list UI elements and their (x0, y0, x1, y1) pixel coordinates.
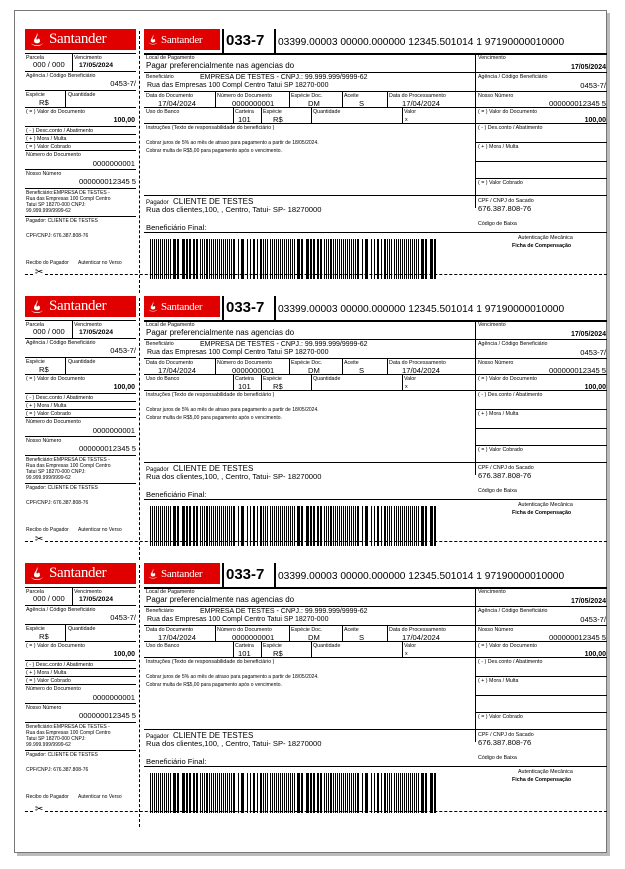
valor-cobrado-label: ( = ) Valor Cobrado (478, 714, 523, 720)
vencimento-label: Vencimento (74, 322, 102, 328)
instrucao-2: Cobrar multa de R$5,00 para pagamento após o vencimento. (146, 148, 282, 154)
scissors-icon: ✂ (35, 534, 44, 545)
stub-beneficiario-3: Tatui SP 18270-000 CNPJ: (26, 736, 86, 742)
quantidade-label: Quantidade (313, 643, 341, 649)
nosso-numero-label: Nosso Número (478, 627, 514, 633)
especie-label: Espécie (263, 109, 282, 115)
local-pagamento-value: Pagar preferencialmente nas agencias do (146, 595, 295, 604)
ficha-compensacao (144, 563, 607, 827)
vencimento-value: 17/05/2024 (79, 596, 114, 603)
parcela-label: Parcela (26, 55, 44, 61)
stub-beneficiario-1: Beneficiário:EMPRESA DE TESTES - (26, 190, 110, 196)
beneficiario-nome: EMPRESA DE TESTES - CNPJ.: 99.999.999/9999-62 (200, 608, 368, 615)
data-processamento-label: Data do Processamento (389, 627, 446, 633)
autenticar-label: Autenticar no Verso (78, 794, 122, 800)
carteira-label: Carteira (235, 643, 254, 649)
numero-documento-label: Número do Documento (26, 419, 81, 425)
numero-documento-label: Número do Documento (217, 360, 272, 366)
valor-documento-value: 100,00 (113, 384, 135, 391)
data-processamento-value: 17/04/2024 (402, 366, 441, 375)
flame-icon (147, 301, 159, 313)
beneficiario-label: Beneficiário (146, 341, 174, 347)
instrucao-2: Cobrar multa de R$5,00 para pagamento após o vencimento. (146, 682, 282, 688)
pagador-nome: CLIENTE DE TESTES (173, 197, 254, 206)
stub-beneficiario-4: 99.999.999/9999-62 (26, 208, 71, 214)
desconto-label: ( - ) Desc.conto / Abatimento (26, 395, 94, 401)
agencia-value: 0453-7/ (110, 613, 136, 622)
local-pagamento-value: Pagar preferencialmente nas agencias do (146, 61, 295, 70)
barcode (150, 239, 442, 279)
santander-logo (25, 296, 136, 317)
agencia-value: 0453-7/ (580, 615, 606, 624)
agencia-value: 0453-7/ (110, 79, 136, 88)
agencia-label: Agência / Código Beneficiário (478, 608, 548, 614)
digitable-line[interactable]: 03399.00003 00000.000000 12345.501014 1 97190000010000 (278, 37, 565, 48)
valor-cobrado-label: ( = ) Valor Cobrado (478, 180, 523, 186)
receipt-stub (25, 29, 136, 293)
vencimento-label: Vencimento (74, 55, 102, 61)
local-pagamento-value: Pagar preferencialmente nas agencias do (146, 328, 295, 337)
valor-documento-label: ( = ) Valor do Documento (478, 643, 537, 649)
codigo-baixa-label: Código de Baixa (478, 488, 517, 494)
valor-label: Valor (404, 643, 416, 649)
cpf-sacado-value: 676.387.808-76 (478, 471, 532, 480)
digitable-line[interactable]: 03399.00003 00000.000000 12345.501014 1 97190000010000 (278, 571, 565, 582)
stub-cpf: CPF/CNPJ: 676.387.808-76 (26, 767, 89, 773)
stub-cpf: CPF/CNPJ: 676.387.808-76 (26, 500, 89, 506)
aceite-label: Aceite (344, 627, 359, 633)
autenticacao-label: Autenticação Mecânica (518, 502, 573, 508)
numero-documento-value: 0000000001 (232, 99, 275, 108)
autenticar-label: Autenticar no Verso (78, 260, 122, 266)
especie-label: Espécie (26, 92, 45, 98)
barcode-bar (434, 506, 436, 546)
nosso-numero-value: 000000012345 5 (548, 633, 606, 642)
uso-banco-label: Uso do Banco (146, 643, 180, 649)
boleto-sheet (14, 10, 607, 853)
aceite-label: Aceite (344, 360, 359, 366)
stub-beneficiario-1: Beneficiário:EMPRESA DE TESTES - (26, 457, 110, 463)
agencia-label: Agência / Código Beneficiário (478, 341, 548, 347)
cut-line (25, 274, 607, 275)
barcode (150, 506, 442, 546)
recibo-label: Recibo do Pagador (26, 260, 69, 266)
especie-value: R$ (273, 115, 283, 124)
receipt-stub (25, 563, 136, 827)
beneficiario-endereco: Rua das Empresas 100 Compl Centro Tatui SP 18270-000 (147, 616, 329, 623)
bank-name: Santander (49, 31, 107, 47)
autenticar-label: Autenticar no Verso (78, 527, 122, 533)
desconto-label: ( - ) Des.conto / Abatimento (478, 392, 543, 398)
parcela-label: Parcela (26, 589, 44, 595)
stub-beneficiario-4: 99.999.999/9999-62 (26, 742, 71, 748)
especie-value: R$ (39, 365, 49, 374)
data-processamento-label: Data do Processamento (389, 93, 446, 99)
numero-documento-value: 0000000001 (92, 693, 135, 702)
nosso-numero-label: Nosso Número (478, 93, 514, 99)
stub-beneficiario-2: Rua das Empresas 100 Compl Centro (26, 463, 111, 469)
desconto-label: ( - ) Des.conto / Abatimento (478, 125, 543, 131)
stub-pagador: Pagador: CLIENTE DE TESTES (26, 218, 98, 224)
agencia-value: 0453-7/ (580, 348, 606, 357)
data-processamento-value: 17/04/2024 (402, 99, 441, 108)
flame-icon (147, 568, 159, 580)
beneficiario-nome: EMPRESA DE TESTES - CNPJ.: 99.999.999/9999-62 (200, 74, 368, 81)
numero-documento-value: 0000000001 (92, 159, 135, 168)
data-documento-label: Data do Documento (146, 627, 194, 633)
local-pagamento-label: Local de Pagamento (146, 589, 195, 595)
pagador-endereco: Rua dos clientes,100, , Centro, Tatui- SP- 18270000 (146, 739, 322, 748)
especie-value: R$ (273, 382, 283, 391)
x-mark: x (405, 384, 408, 390)
instrucao-1: Cobrar juros de 5% ao mês de atraso para pagamento a partir de 18/05/2024. (146, 674, 319, 680)
stub-divider (139, 31, 140, 293)
especie-doc-label: Espécie Doc. (291, 627, 323, 633)
numero-documento-value: 0000000001 (92, 426, 135, 435)
stub-beneficiario-3: Tatui SP 18270-000 CNPJ: (26, 469, 86, 475)
instrucao-1: Cobrar juros de 5% ao mês de atraso para pagamento a partir de 18/05/2024. (146, 140, 319, 146)
quantidade-label: Quantidade (68, 359, 96, 365)
beneficiario-final-label: Beneficiário Final: (146, 223, 207, 232)
desconto-label: ( - ) Desc.conto / Abatimento (26, 662, 94, 668)
data-documento-label: Data do Documento (146, 360, 194, 366)
codigo-baixa-label: Código de Baixa (478, 755, 517, 761)
ficha-compensacao-label: Ficha de Compensação (512, 510, 572, 516)
carteira-label: Carteira (235, 376, 254, 382)
quantidade-label: Quantidade (68, 626, 96, 632)
bank-name: Santander (49, 565, 107, 581)
codigo-baixa-label: Código de Baixa (478, 221, 517, 227)
beneficiario-label: Beneficiário (146, 74, 174, 80)
flame-icon (29, 566, 45, 582)
especie-label: Espécie (263, 376, 282, 382)
santander-logo (144, 563, 220, 584)
vencimento-label: Vencimento (74, 589, 102, 595)
cpf-sacado-value: 676.387.808-76 (478, 204, 532, 213)
especie-value: R$ (39, 632, 49, 641)
stub-pagador: Pagador: CLIENTE DE TESTES (26, 485, 98, 491)
beneficiario-final-label: Beneficiário Final: (146, 757, 207, 766)
data-processamento-label: Data do Processamento (389, 360, 446, 366)
instrucoes-label: Instruções (Texto de responsabilidade do beneficiário ) (146, 125, 275, 131)
autenticacao-label: Autenticação Mecânica (518, 769, 573, 775)
vencimento-value: 17/05/2024 (570, 331, 606, 338)
x-mark: x (405, 651, 408, 657)
aceite-value: S (359, 366, 365, 375)
cpf-sacado-label: CPF / CNPJ do Sacado (478, 465, 534, 471)
nosso-numero-value: 000000012345 5 (548, 366, 606, 375)
vencimento-value: 17/05/2024 (570, 598, 606, 605)
data-documento-value: 17/04/2024 (158, 633, 197, 642)
beneficiario-endereco: Rua das Empresas 100 Compl Centro Tatui SP 18270-000 (147, 82, 329, 89)
stub-divider (139, 565, 140, 827)
pagador-endereco: Rua dos clientes,100, , Centro, Tatui- SP- 18270000 (146, 472, 322, 481)
valor-documento-label: ( = ) Valor do Documento (26, 376, 85, 382)
vencimento-value: 17/05/2024 (570, 64, 606, 71)
beneficiario-endereco: Rua das Empresas 100 Compl Centro Tatui SP 18270-000 (147, 349, 329, 356)
especie-doc-value: DM (308, 366, 320, 375)
valor-documento-label: ( = ) Valor do Documento (478, 376, 537, 382)
boleto-slip (25, 296, 607, 564)
pagador-label: Pagador (146, 200, 169, 206)
agencia-value: 0453-7/ (580, 81, 606, 90)
cut-line (25, 811, 607, 812)
scissors-icon: ✂ (35, 267, 44, 278)
valor-cobrado-label: ( = ) Valor Cobrado (26, 144, 71, 150)
especie-value: R$ (273, 649, 283, 658)
receipt-stub (25, 296, 136, 560)
vencimento-label: Vencimento (478, 322, 506, 328)
numero-documento-label: Número do Documento (217, 627, 272, 633)
especie-label: Espécie (26, 626, 45, 632)
mora-label: ( + ) Mora / Multa (26, 670, 67, 676)
especie-value: R$ (39, 98, 49, 107)
numero-documento-value: 0000000001 (232, 366, 275, 375)
agencia-value: 0453-7/ (110, 346, 136, 355)
valor-documento-value: 100,00 (584, 117, 606, 124)
valor-documento-label: ( = ) Valor do Documento (26, 643, 85, 649)
vencimento-value: 17/05/2024 (79, 329, 114, 336)
desconto-label: ( - ) Des.conto / Abatimento (478, 659, 543, 665)
x-mark: x (405, 117, 408, 123)
especie-doc-value: DM (308, 633, 320, 642)
nosso-numero-label: Nosso Número (478, 360, 514, 366)
carteira-label: Carteira (235, 109, 254, 115)
uso-banco-label: Uso do Banco (146, 376, 180, 382)
numero-documento-label: Número do Documento (26, 686, 81, 692)
beneficiario-final-label: Beneficiário Final: (146, 490, 207, 499)
santander-logo (25, 563, 136, 584)
valor-documento-label: ( = ) Valor do Documento (26, 109, 85, 115)
especie-label: Espécie (263, 643, 282, 649)
ficha-compensacao-label: Ficha de Compensação (512, 777, 572, 783)
flame-icon (29, 299, 45, 315)
instrucao-2: Cobrar multa de R$5,00 para pagamento após o vencimento. (146, 415, 282, 421)
instrucoes-label: Instruções (Texto de responsabilidade do beneficiário ) (146, 659, 275, 665)
mora-label: ( + ) Mora / Multa (478, 411, 519, 417)
valor-label: Valor (404, 109, 416, 115)
bank-name: Santander (161, 33, 203, 46)
nosso-numero-value: 000000012345 5 (78, 711, 136, 720)
numero-documento-label: Número do Documento (217, 93, 272, 99)
parcela-value: 000 / 000 (33, 60, 65, 69)
boleto-slip (25, 29, 607, 297)
nosso-numero-label: Nosso Número (26, 171, 62, 177)
quantidade-label: Quantidade (313, 376, 341, 382)
stub-beneficiario-3: Tatui SP 18270-000 CNPJ: (26, 202, 86, 208)
aceite-value: S (359, 633, 365, 642)
barcode-bar (434, 773, 436, 813)
vencimento-label: Vencimento (478, 589, 506, 595)
recibo-label: Recibo do Pagador (26, 794, 69, 800)
valor-documento-value: 100,00 (584, 651, 606, 658)
cut-line (25, 541, 607, 542)
scissors-icon: ✂ (35, 804, 44, 815)
data-documento-value: 17/04/2024 (158, 99, 197, 108)
especie-doc-value: DM (308, 99, 320, 108)
ficha-compensacao-label: Ficha de Compensação (512, 243, 572, 249)
pagador-label: Pagador (146, 467, 169, 473)
valor-documento-value: 100,00 (113, 651, 135, 658)
cpf-sacado-value: 676.387.808-76 (478, 738, 532, 747)
especie-doc-label: Espécie Doc. (291, 360, 323, 366)
flame-icon (29, 32, 45, 48)
carteira-value: 101 (238, 649, 251, 658)
cpf-sacado-label: CPF / CNPJ do Sacado (478, 732, 534, 738)
recibo-label: Recibo do Pagador (26, 527, 69, 533)
agencia-label: Agência / Código Beneficiário (26, 340, 96, 346)
aceite-value: S (359, 99, 365, 108)
nosso-numero-value: 000000012345 5 (78, 444, 136, 453)
stub-beneficiario-4: 99.999.999/9999-62 (26, 475, 71, 481)
valor-documento-value: 100,00 (113, 117, 135, 124)
pagador-nome: CLIENTE DE TESTES (173, 464, 254, 473)
local-pagamento-label: Local de Pagamento (146, 55, 195, 61)
stub-beneficiario-2: Rua das Empresas 100 Compl Centro (26, 730, 111, 736)
nosso-numero-value: 000000012345 5 (78, 177, 136, 186)
bank-name: Santander (49, 298, 107, 314)
vencimento-value: 17/05/2024 (79, 62, 114, 69)
bank-code: 033-7 (226, 32, 265, 49)
data-documento-value: 17/04/2024 (158, 366, 197, 375)
bank-code: 033-7 (226, 566, 265, 583)
carteira-value: 101 (238, 382, 251, 391)
instrucao-1: Cobrar juros de 5% ao mês de atraso para pagamento a partir de 18/05/2024. (146, 407, 319, 413)
numero-documento-label: Número do Documento (26, 152, 81, 158)
stub-divider (139, 298, 140, 560)
agencia-label: Agência / Código Beneficiário (478, 74, 548, 80)
valor-cobrado-label: ( = ) Valor Cobrado (26, 411, 71, 417)
stub-cpf: CPF/CNPJ: 676.387.808-76 (26, 233, 89, 239)
stub-beneficiario-1: Beneficiário:EMPRESA DE TESTES - (26, 724, 110, 730)
digitable-line[interactable]: 03399.00003 00000.000000 12345.501014 1 97190000010000 (278, 304, 565, 315)
agencia-label: Agência / Código Beneficiário (26, 73, 96, 79)
parcela-label: Parcela (26, 322, 44, 328)
santander-logo (25, 29, 136, 50)
mora-label: ( + ) Mora / Multa (26, 403, 67, 409)
bank-name: Santander (161, 300, 203, 313)
uso-banco-label: Uso do Banco (146, 109, 180, 115)
agencia-label: Agência / Código Beneficiário (26, 607, 96, 613)
valor-documento-label: ( = ) Valor do Documento (478, 109, 537, 115)
valor-documento-value: 100,00 (584, 384, 606, 391)
beneficiario-nome: EMPRESA DE TESTES - CNPJ.: 99.999.999/9999-62 (200, 341, 368, 348)
mora-label: ( + ) Mora / Multa (478, 678, 519, 684)
vencimento-label: Vencimento (478, 55, 506, 61)
bank-name: Santander (161, 567, 203, 580)
data-documento-label: Data do Documento (146, 93, 194, 99)
boleto-slip (25, 563, 607, 831)
bank-code: 033-7 (226, 299, 265, 316)
barcode (150, 773, 442, 813)
stub-beneficiario-2: Rua das Empresas 100 Compl Centro (26, 196, 111, 202)
valor-cobrado-label: ( = ) Valor Cobrado (26, 678, 71, 684)
parcela-value: 000 / 000 (33, 327, 65, 336)
valor-label: Valor (404, 376, 416, 382)
stub-pagador: Pagador: CLIENTE DE TESTES (26, 752, 98, 758)
quantidade-label: Quantidade (313, 109, 341, 115)
pagador-endereco: Rua dos clientes,100, , Centro, Tatui- SP- 18270000 (146, 205, 322, 214)
numero-documento-value: 0000000001 (232, 633, 275, 642)
especie-label: Espécie (26, 359, 45, 365)
carteira-value: 101 (238, 115, 251, 124)
nosso-numero-label: Nosso Número (26, 438, 62, 444)
pagador-label: Pagador (146, 734, 169, 740)
aceite-label: Aceite (344, 93, 359, 99)
santander-logo (144, 296, 220, 317)
mora-label: ( + ) Mora / Multa (478, 144, 519, 150)
instrucoes-label: Instruções (Texto de responsabilidade do beneficiário ) (146, 392, 275, 398)
parcela-value: 000 / 000 (33, 594, 65, 603)
mora-label: ( + ) Mora / Multa (26, 136, 67, 142)
local-pagamento-label: Local de Pagamento (146, 322, 195, 328)
autenticacao-label: Autenticação Mecânica (518, 235, 573, 241)
data-processamento-value: 17/04/2024 (402, 633, 441, 642)
desconto-label: ( - ) Desc.conto / Abatimento (26, 128, 94, 134)
nosso-numero-label: Nosso Número (26, 705, 62, 711)
beneficiario-label: Beneficiário (146, 608, 174, 614)
santander-logo (144, 29, 220, 50)
valor-cobrado-label: ( = ) Valor Cobrado (478, 447, 523, 453)
pagador-nome: CLIENTE DE TESTES (173, 731, 254, 740)
quantidade-label: Quantidade (68, 92, 96, 98)
ficha-compensacao (144, 29, 607, 293)
nosso-numero-value: 000000012345 5 (548, 99, 606, 108)
barcode-bar (434, 239, 436, 279)
flame-icon (147, 34, 159, 46)
especie-doc-label: Espécie Doc. (291, 93, 323, 99)
cpf-sacado-label: CPF / CNPJ do Sacado (478, 198, 534, 204)
ficha-compensacao (144, 296, 607, 560)
